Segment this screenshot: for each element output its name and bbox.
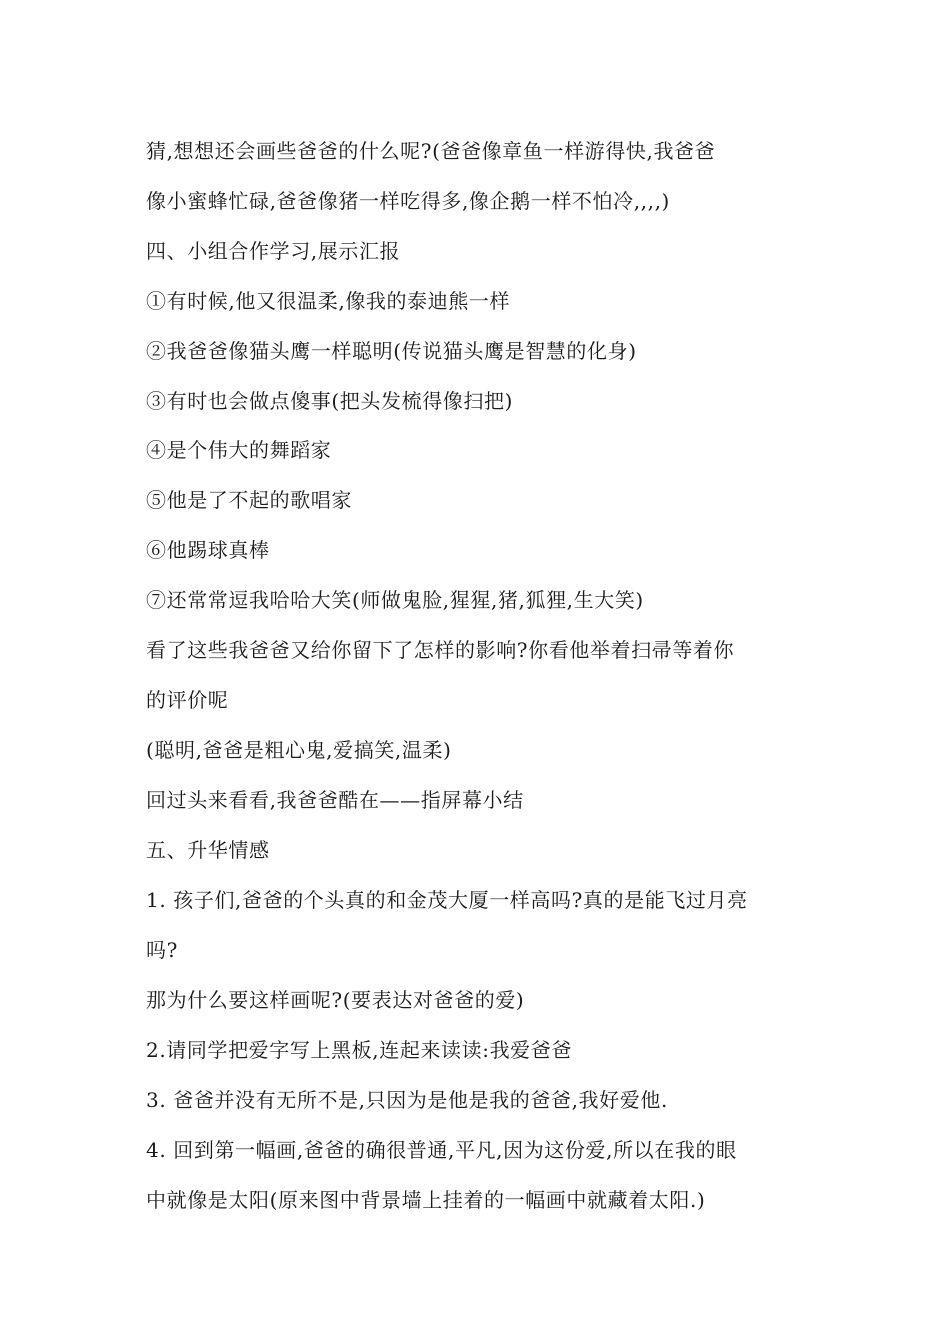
- text-line: 的评价呢: [146, 688, 229, 712]
- list-item: 4. 回到第一幅画,爸爸的确很普通,平凡,因为这份爱,所以在我的眼: [146, 1138, 737, 1162]
- list-item: ⑤他是了不起的歌唱家: [146, 488, 352, 512]
- list-item: ①有时候,他又很温柔,像我的泰迪熊一样: [146, 289, 511, 313]
- text-line: 那为什么要这样画呢?(要表达对爸爸的爱): [146, 988, 525, 1012]
- list-item: ④是个伟大的舞蹈家: [146, 438, 332, 462]
- list-item: 3. 爸爸并没有无所不是,只因为是他是我的爸爸,我好爱他.: [146, 1088, 668, 1112]
- list-item: 1. 孩子们,爸爸的个头真的和金茂大厦一样高吗?真的是能飞过月亮: [146, 888, 748, 912]
- text-line: (聪明,爸爸是粗心鬼,爱搞笑,温柔): [146, 738, 452, 762]
- text-line: 像小蜜蜂忙碌,爸爸像猪一样吃得多,像企鹅一样不怕冷,,,,): [146, 189, 670, 213]
- text-line: 看了这些我爸爸又给你留下了怎样的影响?你看他举着扫帚等着你: [146, 638, 735, 662]
- list-item: 2.请同学把爱字写上黑板,连起来读读:我爱爸爸: [146, 1038, 572, 1062]
- section-heading: 五、升华情感: [146, 838, 270, 862]
- section-heading: 四、小组合作学习,展示汇报: [146, 239, 401, 263]
- list-item: ②我爸爸像猫头鹰一样聪明(传说猫头鹰是智慧的化身): [146, 339, 637, 363]
- text-line: 回过头来看看,我爸爸酷在——指屏幕小结: [146, 788, 524, 812]
- list-item: ⑦还常常逗我哈哈大笑(师做鬼脸,猩猩,猪,狐狸,生大笑): [146, 588, 644, 612]
- list-item: ③有时也会做点傻事(把头发梳得像扫把): [146, 389, 514, 413]
- text-line: 吗?: [146, 938, 178, 962]
- list-item: ⑥他踢球真棒: [146, 538, 270, 562]
- text-line: 中就像是太阳(原来图中背景墙上挂着的一幅画中就藏着太阳.): [146, 1188, 706, 1212]
- text-line: 猜,想想还会画些爸爸的什么呢?(爸爸像章鱼一样游得快,我爸爸: [146, 139, 716, 163]
